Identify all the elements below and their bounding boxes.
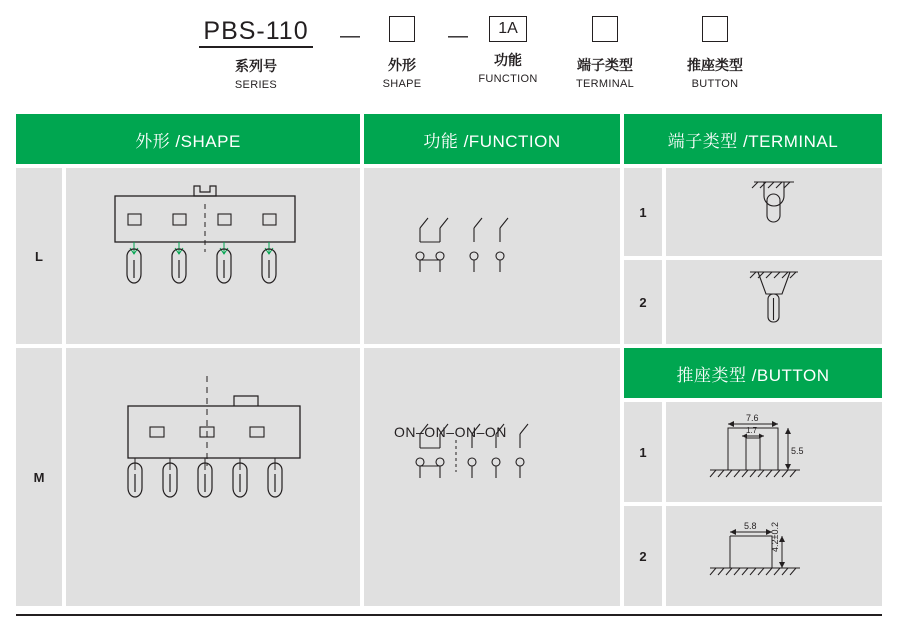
shape-row-l-label: L: [35, 248, 43, 264]
button-row-2-label: 2: [639, 548, 647, 564]
function-label-cn: 功能: [494, 52, 522, 68]
separator-dash-1: —: [340, 25, 360, 47]
terminal-label-cn: 端子类型: [577, 57, 633, 73]
terminal-code-box: [592, 16, 618, 42]
header-shape: 外形 /SHAPE: [16, 114, 360, 164]
shape-label-en: SHAPE: [382, 78, 422, 90]
pn-field-terminal: [562, 16, 648, 90]
button-row-1-label: 1: [639, 444, 647, 460]
svg-text:5.8: 5.8: [744, 521, 757, 531]
button-row-1-drawing-cell: [666, 402, 882, 502]
shape-row-m-label: M: [33, 469, 45, 485]
button-row-2-drawing-cell: [666, 506, 882, 606]
shape-row-l-drawing-cell: [66, 168, 360, 344]
function-row-2-cell: [364, 348, 620, 606]
svg-text:7.6: 7.6: [746, 413, 759, 423]
terminal-type-1-drawing: [666, 168, 882, 256]
contact-schematic-4-position: [364, 348, 620, 606]
pn-field-button: [672, 16, 758, 90]
terminal-row-2-label: 2: [639, 294, 647, 310]
terminal-row-2-drawing-cell: [666, 260, 882, 344]
header-button: 推座类型 /BUTTON: [624, 348, 882, 398]
slide-switch-4-pin-drawing: [66, 168, 360, 344]
button-type-1-drawing: [666, 402, 882, 502]
svg-text:4.2±0.2: 4.2±0.2: [770, 522, 780, 552]
contact-schematic-3-position: [364, 168, 620, 344]
button-type-2-drawing: [666, 506, 882, 606]
shape-code-box: [389, 16, 415, 42]
part-number-header: [0, 0, 898, 112]
svg-text:5.5: 5.5: [791, 446, 804, 456]
slide-switch-5-pin-drawing: [66, 348, 360, 606]
header-function: 功能 /FUNCTION: [364, 114, 620, 164]
function-row-1-cell: [364, 168, 620, 344]
function-label-en: FUNCTION: [478, 73, 538, 85]
separator-dash-2: —: [448, 25, 468, 47]
bottom-divider: [16, 614, 882, 616]
header-terminal: 端子类型 /TERMINAL: [624, 114, 882, 164]
terminal-label-en: TERMINAL: [575, 78, 635, 90]
selection-table: [16, 114, 882, 606]
shape-label-cn: 外形: [388, 57, 416, 73]
pn-field-series: [176, 16, 336, 91]
shape-row-m-drawing-cell: [66, 348, 360, 606]
button-label-en: BUTTON: [691, 78, 739, 90]
pn-field-function: [472, 16, 544, 85]
series-label-cn: 系列号: [235, 58, 277, 74]
button-code-box: [702, 16, 728, 42]
function-code-box: 1A: [489, 16, 527, 42]
terminal-type-2-drawing: [666, 260, 882, 344]
terminal-row-1-label: 1: [639, 204, 647, 220]
series-label-en: SERIES: [234, 79, 278, 91]
pn-field-shape: [366, 16, 438, 90]
terminal-row-1-drawing-cell: [666, 168, 882, 256]
function-row-2-text: ON–ON–ON–ON: [394, 424, 507, 440]
svg-text:1.7: 1.7: [746, 426, 758, 435]
button-label-cn: 推座类型: [687, 57, 743, 73]
series-code: PBS-110: [199, 16, 312, 48]
